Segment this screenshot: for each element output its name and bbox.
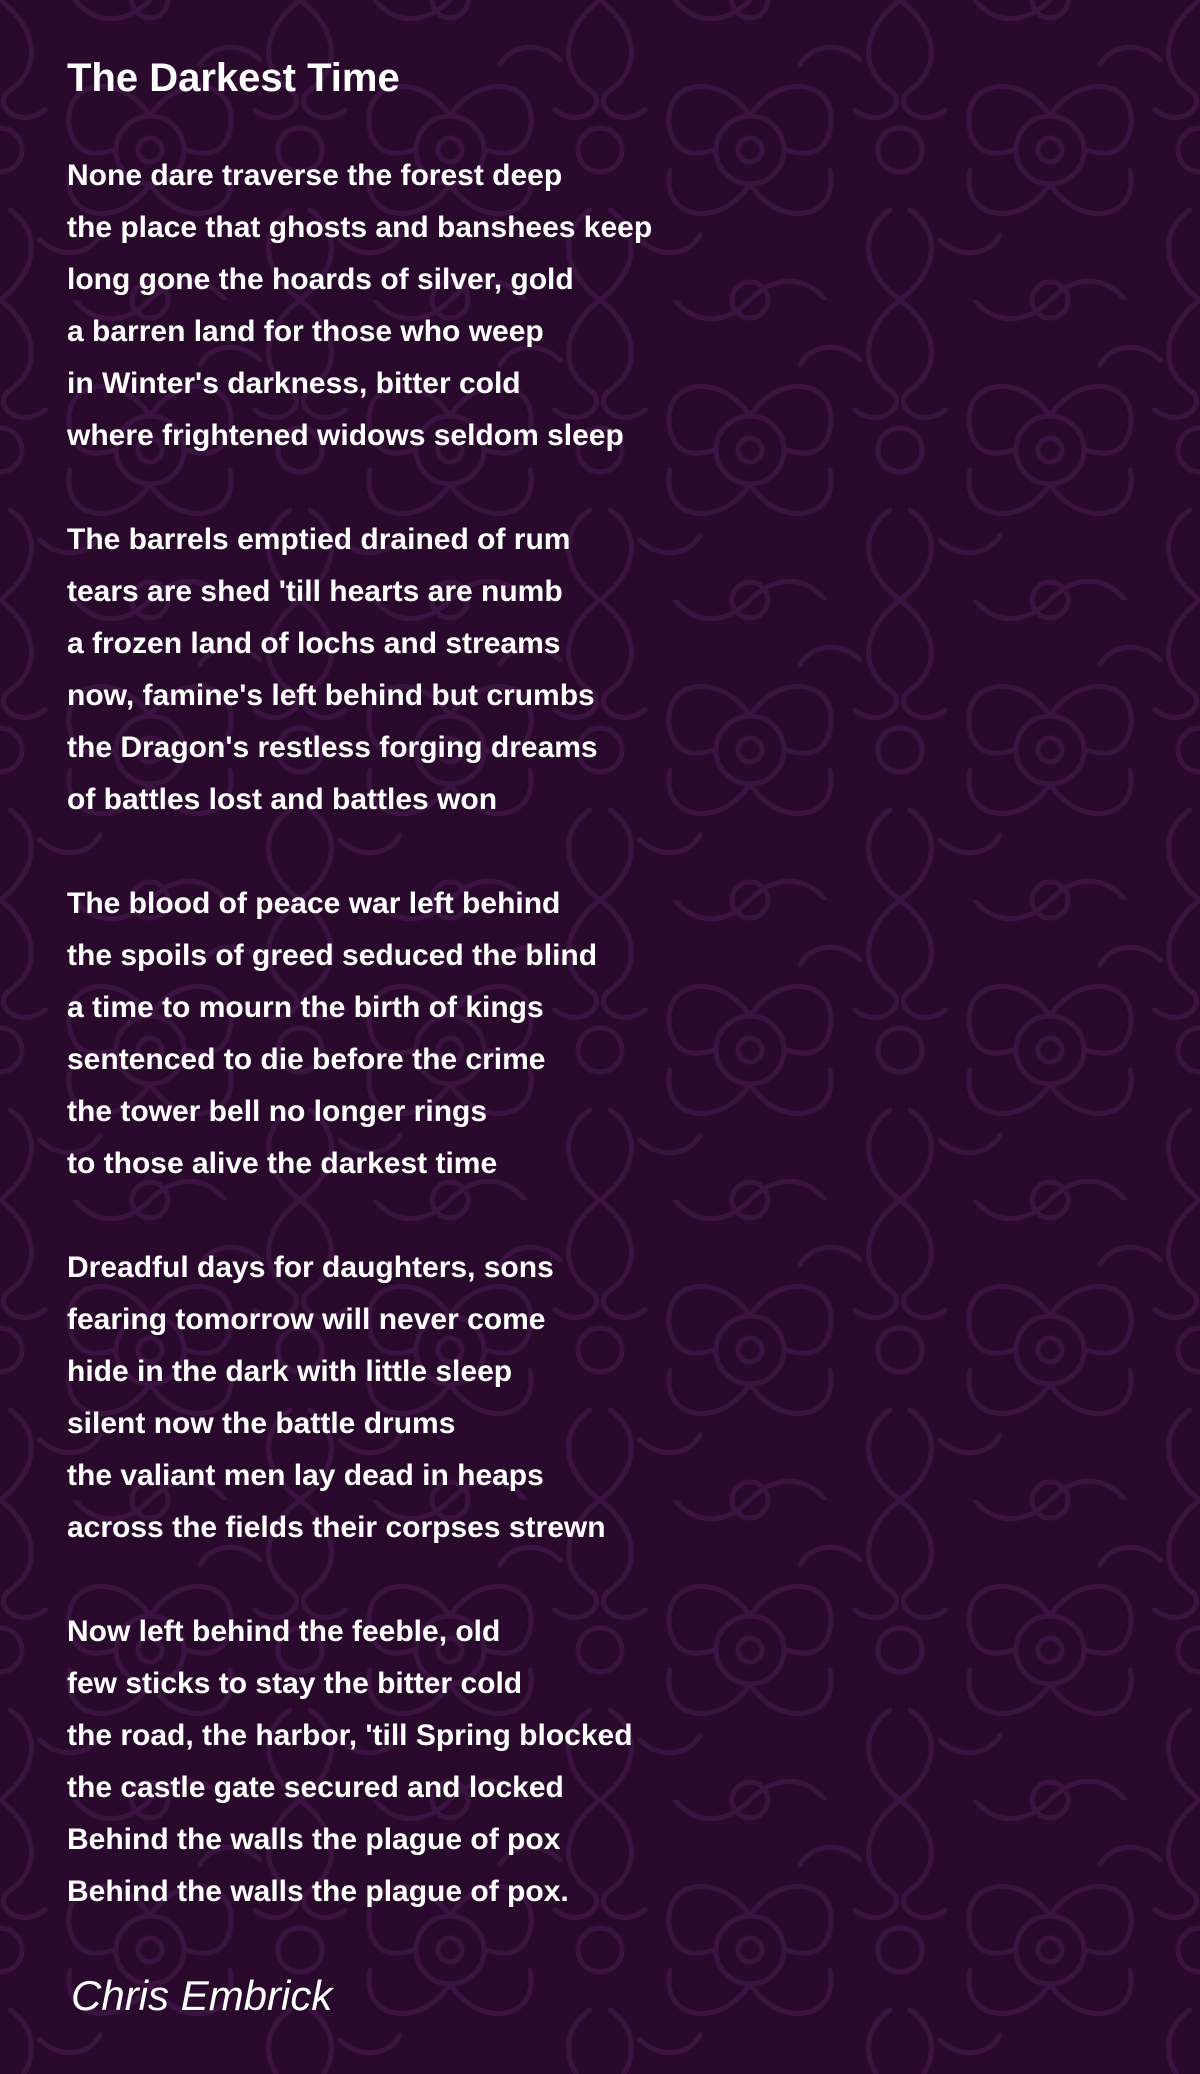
stanza <box>67 150 652 462</box>
poem-line: a barren land for those who weep <box>67 315 544 348</box>
poem-line: long gone the hoards of silver, gold <box>67 263 574 296</box>
poem-line: fearing tomorrow will never come <box>67 1303 546 1336</box>
poem-line: in Winter's darkness, bitter cold <box>67 367 521 400</box>
stanza <box>67 878 652 1190</box>
poem-line: The blood of peace war left behind <box>67 887 561 920</box>
poem-line: across the fields their corpses strewn <box>67 1511 606 1544</box>
poem-body <box>67 150 652 1970</box>
poem-line: the Dragon's restless forging dreams <box>67 731 598 764</box>
poem-line: where frightened widows seldom sleep <box>67 419 624 452</box>
poem-line: to those alive the darkest time <box>67 1147 498 1180</box>
stanza <box>67 1606 652 1918</box>
poem-line: Behind the walls the plague of pox <box>67 1823 561 1856</box>
poem-line: sentenced to die before the crime <box>67 1043 546 1076</box>
poem-line: None dare traverse the forest deep <box>67 159 563 192</box>
poem-line: few sticks to stay the bitter cold <box>67 1667 523 1700</box>
poem-line: of battles lost and battles won <box>67 783 498 816</box>
poem-line: the place that ghosts and banshees keep <box>67 211 653 244</box>
poem-line: a frozen land of lochs and streams <box>67 627 561 660</box>
stanza <box>67 514 652 826</box>
poem-line: the spoils of greed seduced the blind <box>67 939 598 972</box>
poem-line: hide in the dark with little sleep <box>67 1355 513 1388</box>
poem-line: the road, the harbor, 'till Spring blocked <box>67 1719 633 1752</box>
poem-title: The Darkest Time <box>67 56 400 100</box>
poem-line: the castle gate secured and locked <box>67 1771 564 1804</box>
poem-author: Chris Embrick <box>71 1972 333 2019</box>
poem-line: tears are shed 'till hearts are numb <box>67 575 563 608</box>
poem-line: Dreadful days for daughters, sons <box>67 1251 554 1284</box>
poem-line: The barrels emptied drained of rum <box>67 523 571 556</box>
stanza <box>67 1242 652 1554</box>
poem-line: a time to mourn the birth of kings <box>67 991 544 1024</box>
poem-line: silent now the battle drums <box>67 1407 456 1440</box>
poem-line: Behind the walls the plague of pox. <box>67 1875 569 1908</box>
poem-line: Now left behind the feeble, old <box>67 1615 501 1648</box>
poem-line: the valiant men lay dead in heaps <box>67 1459 544 1492</box>
poem-line: now, famine's left behind but crumbs <box>67 679 595 712</box>
poem-line: the tower bell no longer rings <box>67 1095 488 1128</box>
